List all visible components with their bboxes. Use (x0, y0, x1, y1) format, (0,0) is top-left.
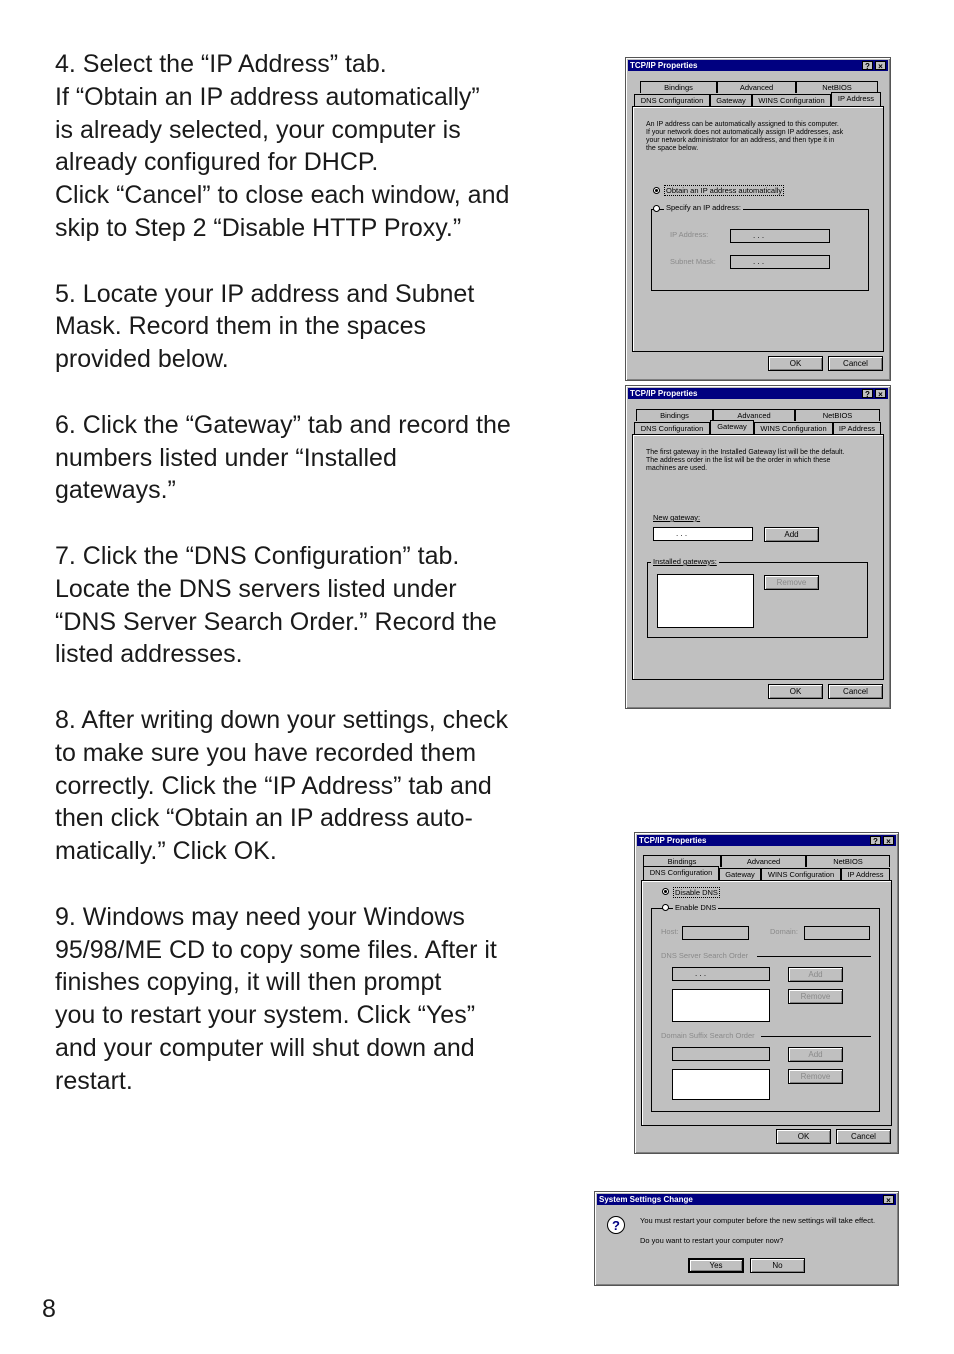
step-8: 8. After writing down your settings, check to make sure you have recorded them correctly. Click the “IP Address” tab and then click “Obtain an IP address auto- matically.” Click OK. (55, 705, 508, 866)
close-button[interactable]: × (875, 389, 886, 398)
add-gateway-button[interactable]: Add (764, 527, 819, 542)
close-button[interactable]: × (875, 61, 886, 70)
instruction-steps (55, 48, 565, 1130)
ip-dots: . . . (753, 231, 765, 240)
enable-dns-radio[interactable] (662, 904, 669, 911)
subnet-mask-label: Subnet Mask: (670, 257, 716, 266)
remove-gateway-button[interactable]: Remove (764, 575, 819, 590)
title-bar (628, 388, 888, 399)
domain-field[interactable] (804, 926, 870, 940)
remove-suffix-button[interactable]: Remove (788, 1069, 843, 1084)
question-icon: ? (607, 1216, 625, 1234)
host-field[interactable] (682, 926, 749, 940)
specify-ip-label[interactable]: Specify an IP address: (666, 203, 741, 212)
cancel-button[interactable]: Cancel (828, 684, 883, 699)
tcpip-dialog-gateway (625, 385, 891, 709)
ok-button[interactable]: OK (776, 1129, 831, 1144)
dns-search-order-label: DNS Server Search Order (661, 951, 749, 960)
tab-wins-configuration[interactable]: WINS Configuration (752, 94, 831, 106)
title-bar (637, 835, 896, 846)
dns-server-list[interactable] (672, 989, 770, 1022)
domain-suffix-list[interactable] (672, 1069, 770, 1100)
tab-advanced[interactable]: Advanced (717, 81, 796, 93)
step-5: 5. Locate your IP address and Subnet Mask. Record them in the spaces provided below. (55, 279, 475, 374)
yes-button[interactable]: Yes (688, 1258, 744, 1273)
dns-dots: . . . (695, 969, 707, 978)
step-4: 4. Select the “IP Address” tab. If “Obtain an IP address automatically” is already selected, your computer is already configured for DHCP. Click “Cancel” to close each window, and skip to Step 2 “Disable HTTP Proxy.” (55, 50, 510, 242)
dialog-title: System Settings Change (599, 1195, 693, 1204)
remove-dns-server-button[interactable]: Remove (788, 989, 843, 1004)
help-button[interactable]: ? (862, 389, 873, 398)
step-7: 7. Click the “DNS Configuration” tab. Locate the DNS servers listed under “DNS Server Search Order.” Record the listed addresses. (55, 541, 497, 669)
search-order-divider (757, 956, 871, 957)
tab-dns-configuration[interactable]: DNS Configuration (634, 94, 710, 106)
gateway-dots: . . . (676, 529, 688, 538)
gateway-info-text: The first gateway in the Installed Gateway list will be the default. The address order in the list will be the order in which these machines are used. (646, 449, 845, 472)
tab-dns-configuration[interactable]: DNS Configuration (643, 866, 719, 881)
dialog-title: TCP/IP Properties (630, 61, 698, 70)
tab-netbios[interactable]: NetBIOS (806, 855, 890, 867)
host-label: Host: (661, 927, 679, 936)
disable-dns-radio[interactable] (662, 888, 669, 895)
tab-bindings[interactable]: Bindings (640, 81, 717, 93)
tcpip-dialog-ip-address (625, 57, 891, 381)
add-suffix-button[interactable]: Add (788, 1047, 843, 1062)
tab-gateway[interactable]: Gateway (710, 420, 754, 434)
specify-ip-group (651, 209, 869, 291)
restart-question: Do you want to restart your computer now? (640, 1236, 784, 1245)
domain-suffix-order-label: Domain Suffix Search Order (661, 1031, 755, 1040)
cancel-button[interactable]: Cancel (836, 1129, 891, 1144)
tab-wins-configuration[interactable]: WINS Configuration (761, 868, 841, 880)
suffix-order-divider (761, 1036, 871, 1037)
system-settings-change-dialog (594, 1191, 899, 1286)
ip-address-label: IP Address: (670, 230, 709, 239)
add-dns-server-button[interactable]: Add (788, 967, 843, 982)
tab-ip-address[interactable]: IP Address (833, 422, 881, 434)
mask-dots: . . . (753, 257, 765, 266)
ip-info-text: An IP address can be automatically assigned to this computer. If your network does not automatically assign IP addresses, ask your network administrator for an address, and then type it in the space below. (646, 121, 844, 152)
cancel-button[interactable]: Cancel (828, 356, 883, 371)
tab-bindings[interactable]: Bindings (643, 855, 721, 867)
tab-gateway[interactable]: Gateway (719, 868, 761, 880)
tab-dns-configuration[interactable]: DNS Configuration (634, 422, 710, 434)
tab-wins-configuration[interactable]: WINS Configuration (754, 422, 833, 434)
tab-bindings[interactable]: Bindings (636, 409, 713, 421)
tab-advanced[interactable]: Advanced (721, 855, 806, 867)
dialog-title: TCP/IP Properties (630, 389, 698, 398)
tab-netbios[interactable]: NetBIOS (796, 81, 878, 93)
tab-ip-address[interactable]: IP Address (831, 92, 881, 106)
page-number: 8 (42, 1295, 56, 1323)
help-button[interactable]: ? (862, 61, 873, 70)
title-bar (628, 60, 888, 71)
dialog-title: TCP/IP Properties (639, 836, 707, 845)
no-button[interactable]: No (750, 1258, 805, 1273)
domain-label: Domain: (770, 927, 798, 936)
new-gateway-field[interactable] (653, 527, 753, 541)
tab-gateway[interactable]: Gateway (710, 94, 752, 106)
tcpip-dialog-dns (634, 832, 899, 1154)
title-bar (597, 1194, 896, 1205)
restart-message: You must restart your computer before the new settings will take effect. (640, 1216, 876, 1225)
help-button[interactable]: ? (870, 836, 881, 845)
close-button[interactable]: × (883, 836, 894, 845)
obtain-ip-radio[interactable] (653, 187, 660, 194)
disable-dns-label[interactable]: Disable DNS (675, 888, 718, 897)
obtain-ip-label[interactable]: Obtain an IP address automatically (666, 186, 783, 195)
step-6: 6. Click the “Gateway” tab and record the numbers listed under “Installed gateways.” (55, 410, 511, 505)
specify-ip-radio[interactable] (653, 205, 660, 212)
new-gateway-label: New gateway: (653, 513, 701, 522)
installed-gateways-label: Installed gateways: (653, 557, 717, 566)
dns-server-field[interactable] (672, 967, 770, 981)
ip-address-field[interactable] (730, 229, 830, 243)
enable-dns-label[interactable]: Enable DNS (675, 903, 717, 912)
tab-advanced[interactable]: Advanced (713, 409, 795, 421)
tab-ip-address[interactable]: IP Address (841, 868, 890, 880)
installed-gateways-list[interactable] (657, 574, 754, 628)
tab-netbios[interactable]: NetBIOS (795, 409, 880, 421)
step-9: 9. Windows may need your Windows 95/98/ME CD to copy some files. After it finishes copying, it will then prompt you to restart your system. Click “Yes” and your computer will shut down and restart. (55, 902, 497, 1095)
close-button[interactable]: × (883, 1195, 894, 1204)
domain-suffix-field[interactable] (672, 1047, 770, 1061)
subnet-mask-field[interactable] (730, 255, 830, 269)
ok-button[interactable]: OK (768, 356, 823, 371)
ok-button[interactable]: OK (768, 684, 823, 699)
